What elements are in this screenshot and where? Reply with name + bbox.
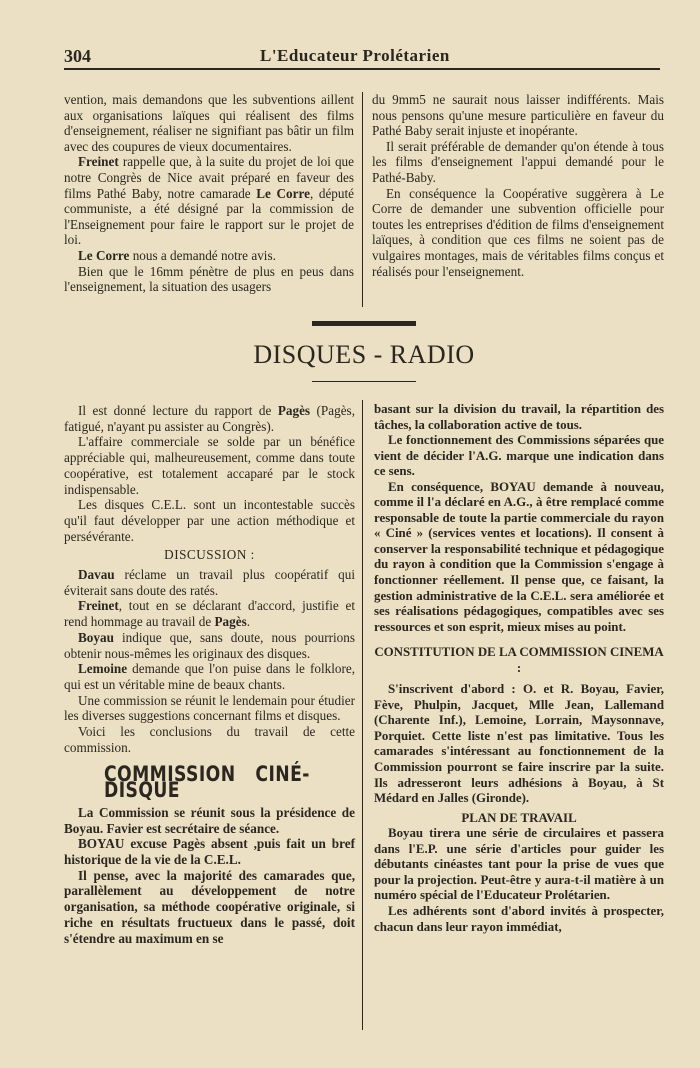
section-rule-thin xyxy=(312,381,416,382)
paragraph xyxy=(64,567,355,598)
text: . xyxy=(246,614,251,630)
text: (Pagès, fatigué, n'ayant pu assister au Congrès). xyxy=(64,403,355,434)
paragraph: BOYAU excuse Pagès absent ,puis fait un bref historique de la vie de la C.E.L. xyxy=(64,836,355,867)
page-number: 304 xyxy=(64,46,91,66)
person-name: Pagès xyxy=(277,403,311,418)
person-name: Freinet xyxy=(78,598,119,614)
text: Il est donné lecture du rapport de xyxy=(78,403,278,418)
bottom-left-column xyxy=(64,403,355,946)
paragraph xyxy=(64,598,355,629)
paragraph: En conséquence la Coopérative suggèrera à Le Corre de demander une subvention officielle pour toutes les entreprises d'édition de films d'enseignement laïques, à condition que ces films ne soient pas de vulgaires montages, mais de véritables films conçus et réalisés pour l'enseignement. xyxy=(372,185,664,279)
commission-heading: COMMISSION CINÉ-DISQUE xyxy=(104,762,310,803)
paragraph: Une commission se réunit le lendemain pour étudier les diverses suggestions concernant films et disques. xyxy=(64,692,355,724)
column-divider xyxy=(362,92,363,307)
paragraph xyxy=(64,661,355,692)
paragraph: Il pense, avec la majorité des camarades que, parallèlement au développement de notre organisation, sa méthode coopérative originale, si riche en résultats fructueux dans le passé, doit s'étendre au maximum en se xyxy=(64,867,355,946)
page-header xyxy=(64,46,660,70)
top-left-column xyxy=(64,92,354,295)
paragraph: Il serait préférable de demander qu'on étende à tous les films d'enseignement l'appui demandé pour le Pathé-Baby. xyxy=(372,138,664,185)
paragraph: La Commission se réunit sous la présidence de Boyau. Favier est secrétaire de séance. xyxy=(64,804,355,836)
paragraph: basant sur la division du travail, la répartition des tâches, la collaboration active de tous. xyxy=(374,402,664,432)
paragraph: du 9mm5 ne saurait nous laisser indifférents. Mais nous pensons qu'une mesure particulière en faveur du Pathé Baby serait injuste et inopérante. xyxy=(372,92,664,139)
top-right-column xyxy=(372,92,664,279)
person-name: Pagès xyxy=(214,614,247,630)
discussion-heading: DISCUSSION : xyxy=(164,547,255,563)
bottom-right-column xyxy=(374,402,664,935)
section-title: DISQUES - RADIO xyxy=(253,340,475,369)
paragraph xyxy=(64,154,354,248)
text: rappelle que, à la suite du projet de loi que notre Congrès de Nice avait préparé en faveur des films Pathé Baby, notre camarade xyxy=(64,154,354,201)
paragraph: S'inscrivent d'abord : O. et R. Boyau, Favier, Fève, Phulpin, Jacquet, Mlle Jean, Lallemand (Charente Inf.), Lemoine, Lorrain, Maysonnave, Porquiet. Cette liste n'est pas limitative. Tous les camarades s'intéressant au fonctionnement de la Commission pourront se faire inscrire par la suite. Ils adresseront leurs adhésions à Boyau, à St Médard en Jalles (Gironde). xyxy=(374,682,664,806)
paragraph: Les disques C.E.L. sont un incontestable succès qu'il faut développer par une action méthodique et persévérante. xyxy=(64,497,355,544)
paragraph: Boyau tirera une série de circulaires et passera dans l'E.P. une série d'articles pour guider les débutants cinéastes tant pour la prise de vues que pour la projection. Peut-être y aura-t-il matière à un numéro spécial de l'Educateur Prolétarien. xyxy=(374,826,664,903)
person-name: Le Corre xyxy=(256,185,310,201)
person-name: Boyau xyxy=(78,629,114,645)
text: nous a demandé notre avis. xyxy=(129,247,276,263)
journal-title: L'Educateur Prolétarien xyxy=(260,46,450,65)
paragraph: En conséquence, BOYAU demande à nouveau, comme il l'a déclaré en A.G., à être remplacé comme responsable de toute la partie commerciale du rayon « Ciné » (services ventes et locations). Il consent à conserver la responsabilité technique et pédagogique du rayon à condition que la Commission s'engage à fonctionner réellement. Il pense que, ce faisant, la gestion administrative de la C.E.L. sera améliorée et ses réalisations pédagogiques, compatibles avec ses ressources et son esprit, mieux mises au point. xyxy=(374,479,664,634)
paragraph: vention, mais demandons que les subventions aillent aux organisations laïques qui réalisent des films d'enseignement, réaliser ne signifiant pas bâtir un film avec des coupures de vieux documentaires. xyxy=(64,92,354,154)
paragraph: Voici les conclusions du travail de cette commission. xyxy=(64,724,355,755)
constitution-heading: CONSTITUTION DE LA COMMISSION CINEMA : xyxy=(374,645,664,675)
person-name: Davau xyxy=(78,567,115,583)
text: indique que, sans doute, nous pourrions obtenir nous-mêmes les originaux des disques. xyxy=(64,629,355,661)
paragraph: Le fonctionnement des Commissions séparées que vient de décider l'A.G. marque une indication dans ce sens. xyxy=(374,433,664,479)
spacer xyxy=(374,635,664,641)
person-name: Lemoine xyxy=(78,661,128,677)
text: réclame un travail plus coopératif qui éviterait sans doute des ratés. xyxy=(64,567,355,598)
paragraph xyxy=(64,248,354,264)
text: , député communiste, a été désigné par la commission de l'Enseignement pour faire le rapport sur le projet de loi. xyxy=(64,185,354,248)
paragraph xyxy=(64,630,355,661)
plan-heading: PLAN DE TRAVAIL xyxy=(461,810,577,825)
column-divider xyxy=(362,400,363,1030)
paragraph: Bien que le 16mm pénètre de plus en peus dans l'enseignement, la situation des usagers xyxy=(64,263,354,295)
text: , tout en se déclarant d'accord, justifie et rend hommage au travail de xyxy=(64,598,355,630)
paragraph xyxy=(64,403,355,434)
paragraph: Les adhérents sont d'abord invités à prospecter, chacun dans leur rayon immédiat, xyxy=(374,903,664,934)
text: demande que l'on puise dans le folklore, qui est un véritable mine de beaux chants. xyxy=(64,661,355,692)
paragraph: L'affaire commerciale se solde par un bénéfice appréciable qui, malheureusement, comme dans toute coopérative, est totalement accaparé par le stock indispensable. xyxy=(64,434,355,497)
person-name: Freinet xyxy=(78,154,119,170)
person-name: Le Corre xyxy=(78,247,130,263)
section-rule-thick xyxy=(312,321,416,326)
